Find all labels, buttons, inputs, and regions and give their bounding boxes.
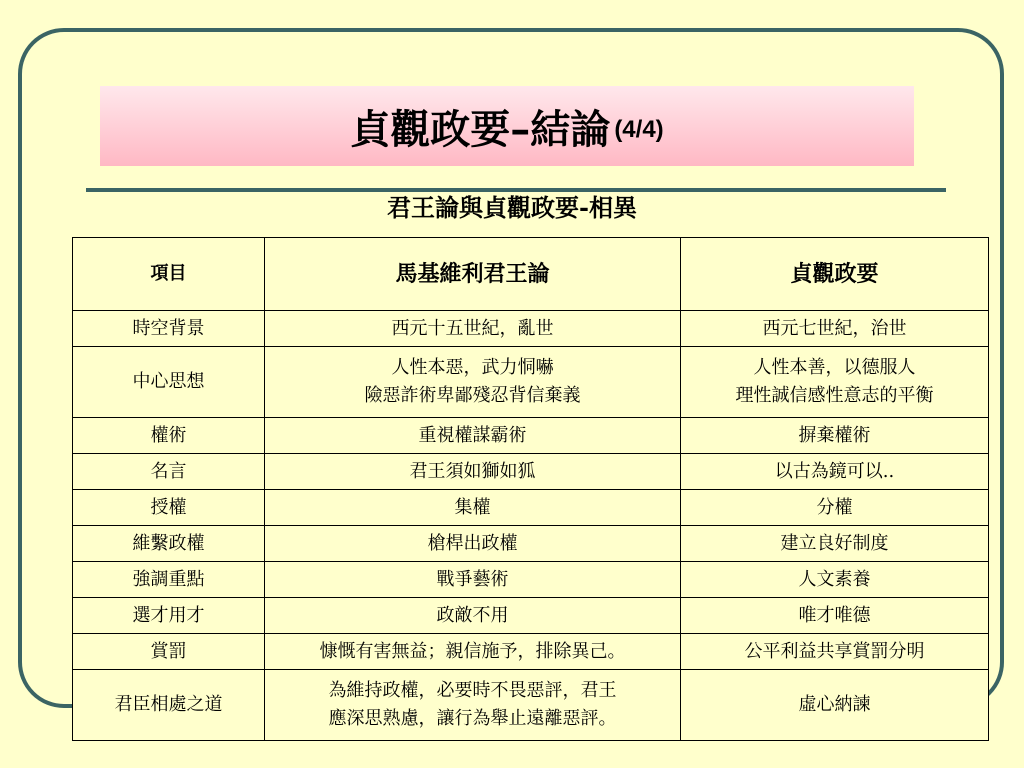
cell-text-line: 君王須如獅如狐 [409,460,536,482]
row-zhenguan-cell [681,526,989,562]
cell-text-line: 應深思熟慮，讓行為舉止遠離惡評。 [328,708,617,729]
row-item-cell: 名言 [73,454,265,490]
cell-text-line: 集權 [454,496,491,518]
cell-text-line: 西元十五世紀，亂世 [391,317,554,339]
row-machiavelli-cell [265,311,681,347]
row-item-cell: 君臣相處之道 [73,670,265,741]
cell-text-line: 公平利益共享賞罰分明 [744,640,925,662]
cell-text-line: 戰爭藝術 [436,568,509,590]
cell-text-line: 人性本善，以德服人 [753,357,916,378]
header-item: 項目 [73,238,265,311]
slide-title: 貞觀政要–結論 [350,105,611,153]
table-row [73,598,989,634]
row-item-cell: 中心思想 [73,347,265,418]
cell-text-line: 虛心納諫 [798,694,871,715]
row-zhenguan-cell [681,454,989,490]
row-zhenguan-cell [681,311,989,347]
row-item-cell: 賞罰 [73,634,265,670]
cell-text-line: 人性本惡，武力恫嚇 [391,357,554,378]
row-machiavelli-cell [265,598,681,634]
row-zhenguan-cell [681,418,989,454]
cell-text-line: 建立良好制度 [780,532,889,554]
table-row [73,670,989,741]
cell-text-line: 以古為鏡可以.. [774,460,895,482]
row-zhenguan-cell [681,598,989,634]
row-zhenguan-cell [681,347,989,418]
row-item-cell: 強調重點 [73,562,265,598]
table-row [73,418,989,454]
row-machiavelli-cell [265,634,681,670]
row-item-cell: 維繫政權 [73,526,265,562]
cell-text-line: 人文素養 [798,568,871,590]
cell-text-line: 分權 [816,496,853,518]
row-item-cell: 權術 [73,418,265,454]
row-machiavelli-cell [265,526,681,562]
row-zhenguan-cell [681,634,989,670]
row-zhenguan-cell [681,490,989,526]
row-item-cell: 授權 [73,490,265,526]
row-machiavelli-cell [265,562,681,598]
title-banner [100,86,914,166]
row-zhenguan-cell [681,670,989,741]
row-zhenguan-cell [681,562,989,598]
comparison-table [72,237,989,741]
table-row [73,347,989,418]
cell-text-line: 險惡詐術卑鄙殘忍背信棄義 [364,385,581,406]
row-machiavelli-cell [265,670,681,741]
row-machiavelli-cell [265,454,681,490]
header-machiavelli: 馬基維利君王論 [265,238,681,311]
cell-text-line: 慷慨有害無益；親信施予，排除異己。 [319,640,626,662]
table-row [73,454,989,490]
cell-text-line: 西元七世紀，治世 [762,317,907,339]
table-row [73,490,989,526]
row-machiavelli-cell [265,347,681,418]
cell-text-line: 為維持政權，必要時不畏惡評，君王 [328,680,617,701]
cell-text-line: 理性誠信感性意志的平衡 [735,385,934,406]
table-row [73,562,989,598]
row-machiavelli-cell [265,418,681,454]
cell-text-line: 政敵不用 [436,604,509,626]
slide-subtitle: 君王論與貞觀政要-相異 [387,193,637,222]
table-row [73,526,989,562]
table-row [73,634,989,670]
cell-text-line: 槍桿出政權 [427,532,518,554]
header-zhenguan: 貞觀政要 [681,238,989,311]
cell-text-line: 摒棄權術 [798,424,871,446]
row-item-cell: 選才用才 [73,598,265,634]
row-item-cell: 時空背景 [73,311,265,347]
cell-text-line: 重視權謀霸術 [418,424,527,446]
table-header-row [73,238,989,311]
slide-title-page: (4/4) [614,116,664,143]
table-row [73,311,989,347]
cell-text-line: 唯才唯德 [798,604,871,626]
row-machiavelli-cell [265,490,681,526]
